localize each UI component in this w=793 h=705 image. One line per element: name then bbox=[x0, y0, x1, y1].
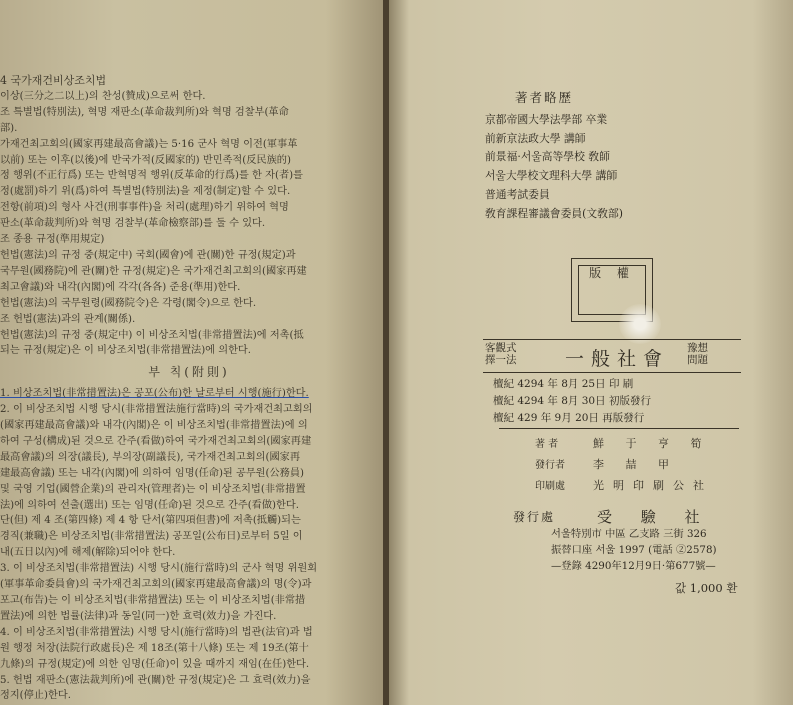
edition-line: 檀紀 4294 年 8月 30日 初版發行 bbox=[493, 395, 651, 407]
text-line: 단(但) 제 4 조(第四條) 제 4 항 단서(第四項但書)에 저촉(抵觸)되는 bbox=[0, 515, 301, 527]
title-rule-top bbox=[483, 339, 741, 340]
title-prefix-line-2: 擇一法 bbox=[485, 354, 517, 366]
text-line: 되는 규정(規定)은 이 비상조치법(非常措置法)에 의한다. bbox=[0, 345, 252, 357]
text-line: (軍事革命委員會)의 국가재건최고회의(國家再建最高會議)의 명(令)과 bbox=[0, 579, 312, 591]
text-line: 이상(三分之二以上)의 찬성(贊成)으로써 한다. bbox=[0, 90, 206, 102]
text-line: 헌법(憲法)의 규정 중(規定中) 이 비상조치법(非常措置法)에 저촉(抵 bbox=[0, 329, 304, 341]
text-line: 전항(前項)의 형사 사건(刑事事件)을 처리(處理)하기 위하여 혁명 bbox=[0, 202, 289, 214]
credit-name: 光明印刷公社 bbox=[593, 479, 713, 492]
text-line: 3. 이 비상조치법(非常措置法) 시행 당시(施行當時)의 군사 혁명 위원회 bbox=[0, 563, 318, 575]
author-bio-title: 著者略歷 bbox=[515, 90, 574, 105]
author-bio-list bbox=[485, 111, 623, 223]
title-suffix-line-2: 問題 bbox=[687, 354, 708, 366]
edition-history bbox=[493, 376, 651, 427]
text-line: 2. 이 비상조치법 시행 당시(非常措置法施行當時)의 국가재건최고회의 bbox=[0, 404, 313, 416]
paper-scuff bbox=[619, 304, 661, 344]
text-line: 4. 이 비상조치법(非常措置法) 시행 당시(施行當時)의 법관(法官)과 법 bbox=[0, 626, 313, 638]
copyright-stamp-label: 版 權 bbox=[589, 266, 635, 280]
address-line: 振替口座 서울 1997 (電話 ②2578) bbox=[551, 544, 717, 556]
right-page bbox=[389, 0, 793, 705]
text-line: 판소(革命裁判所)와 혁명 검찰부(革命檢察部)를 둘 수 있다. bbox=[0, 218, 266, 230]
left-page-body bbox=[0, 70, 378, 704]
text-line: 1. 비상조치법(非常措置法)은 공포(公布)한 날로부터 시행(施行)한다. bbox=[0, 388, 309, 400]
text-line: 정 행위(不正行爲) 또는 반혁명적 행위(反革命的行爲)를 한 자(者)를 bbox=[0, 170, 303, 182]
bio-item: 前景福·서울高等學校 敎師 bbox=[485, 150, 610, 164]
supplementary-provisions bbox=[0, 386, 378, 704]
text-line: (國家再建最高會議)와 내각(內閣)은 이 비상조치법(非常措置法)에 의 bbox=[0, 420, 308, 432]
text-line: 法)에 의하여 선출(選出) 또는 임명(任命)된 것으로 간주(看做)한다. bbox=[0, 499, 299, 511]
text-line: 조 특별법(特別法), 혁명 재판소(革命裁判所)와 혁명 검찰부(革命 bbox=[0, 106, 289, 118]
credit-role: 印刷處 bbox=[535, 481, 565, 492]
price: 값 1,000 환 bbox=[675, 581, 738, 595]
text-line: 내(五日以內)에 해제(解除)되어야 한다. bbox=[0, 547, 176, 559]
text-line: 建最高會議) 또는 내각(內閣)에 의하여 임명(任命)된 공무원(公務員) bbox=[0, 467, 305, 479]
address-line: —登錄 4290年12月9日·第677號— bbox=[551, 560, 716, 572]
title-prefix-line-1: 客觀式 bbox=[485, 342, 517, 354]
credit-role: 著 者 bbox=[535, 439, 559, 450]
text-line: 九條)의 규정(規定)에 의한 임명(任命)이 있을 때까지 재임(在任)한다. bbox=[0, 658, 310, 670]
bio-item: 普通考試委員 bbox=[485, 187, 550, 201]
text-line: 部). bbox=[0, 122, 18, 134]
publisher-name: 受 驗 社 bbox=[597, 508, 712, 526]
credits-rule bbox=[499, 428, 739, 429]
text-line: 경직(兼職)은 비상조치법(非常措置法) 공포일(公布日)로부터 5일 이 bbox=[0, 531, 303, 543]
book-title-band bbox=[483, 341, 741, 371]
edition-line: 檀紀 429 年 9月 20日 再版發行 bbox=[493, 412, 645, 424]
bio-item: 敎育課程審議會委員(文敎部) bbox=[485, 206, 623, 220]
text-line: 조 헌법(憲法)과의 관계(關係). bbox=[0, 313, 136, 325]
credit-name: 李 喆 甲 bbox=[593, 458, 678, 471]
text-line: 및 국영 기업(國營企業)의 관리자(管理者)는 이 비상조치법(非常措置 bbox=[0, 483, 306, 495]
title-suffix bbox=[687, 342, 708, 366]
text-line: 최고會議)와 내각(內閣)에 각각(各各) 준용(準用)한다. bbox=[0, 281, 241, 293]
text-line: 정지(停止)한다. bbox=[0, 690, 71, 702]
text-line: 정(處罰)하기 위(爲)하여 특별법(特別法)을 제정(制定)할 수 있다. bbox=[0, 186, 291, 198]
text-line: 가재건최고회의(國家再建最高會議)는 5·16 군사 혁명 이전(軍事革 bbox=[0, 138, 298, 150]
text-line: 조 종용 규정(準用規定) bbox=[0, 234, 105, 246]
text-line: 헌법(憲法)의 국무원령(國務院令)은 각령(閣令)으로 한다. bbox=[0, 297, 257, 309]
supplementary-heading: 부 칙(附則) bbox=[148, 365, 230, 380]
credit-row bbox=[535, 455, 713, 476]
text-line: 국무원(國務院)에 관(關)한 규정(規定)은 국가재건최고회의(國家再建 bbox=[0, 265, 307, 277]
publisher-address bbox=[551, 526, 717, 574]
law-articles bbox=[0, 89, 378, 359]
section-title: 4 국가재건비상조치법 bbox=[0, 74, 107, 87]
bio-item: 서울大學校文理科大學 講師 bbox=[485, 169, 618, 183]
address-line: 서울特別市 中區 乙支路 三街 326 bbox=[551, 528, 707, 540]
text-line: 원 행정 처장(法院行政處長)은 제 18조(第十八條) 또는 제 19조(第十 bbox=[0, 642, 309, 654]
left-page bbox=[0, 0, 383, 705]
text-line: 置法)에 의한 법률(法律)과 동일(同一)한 효력(效力)을 가진다. bbox=[0, 610, 277, 622]
title-suffix-line-1: 豫想 bbox=[687, 342, 708, 354]
title-prefix bbox=[485, 342, 517, 366]
text-line: 最高會議)의 의장(議長), 부의장(副議長), 국가재건최고회의(國家再 bbox=[0, 451, 301, 463]
text-line: 포고(布告)는 이 비상조치법(非常措置法) 또는 이 비상조치법(非常措 bbox=[0, 595, 306, 606]
bio-item: 前新京法政大學 講師 bbox=[485, 131, 586, 145]
text-line: 하여 구성(構成)된 것으로 간주(看做)하여 국가재건최고회의(國家再建 bbox=[0, 435, 312, 447]
text-line: 以前) 또는 이후(以後)에 반국가적(反國家的) 반민족적(反民族的) bbox=[0, 154, 291, 166]
edition-line: 檀紀 4294 年 8月 25日 印 刷 bbox=[493, 378, 634, 390]
credit-role: 發行者 bbox=[535, 460, 565, 471]
title-rule-bottom bbox=[483, 372, 741, 373]
text-line: 헌법(憲法)의 규정 중(規定中) 국회(國會)에 관(關)한 규정(規定)과 bbox=[0, 249, 296, 261]
credit-name: 鮮 于 亨 筍 bbox=[593, 437, 711, 450]
text-line: 5. 헌법 재판소(憲法裁判所)에 관(關)한 규정(規定)은 그 효력(效力)을 bbox=[0, 674, 311, 686]
publisher-label: 發行處 bbox=[513, 510, 556, 524]
credits-list bbox=[535, 434, 713, 497]
bio-item: 京都帝國大學法學部 卒業 bbox=[485, 113, 608, 126]
credit-row bbox=[535, 434, 713, 455]
book-title: 一般社會 bbox=[565, 348, 670, 370]
credit-row bbox=[535, 476, 713, 497]
